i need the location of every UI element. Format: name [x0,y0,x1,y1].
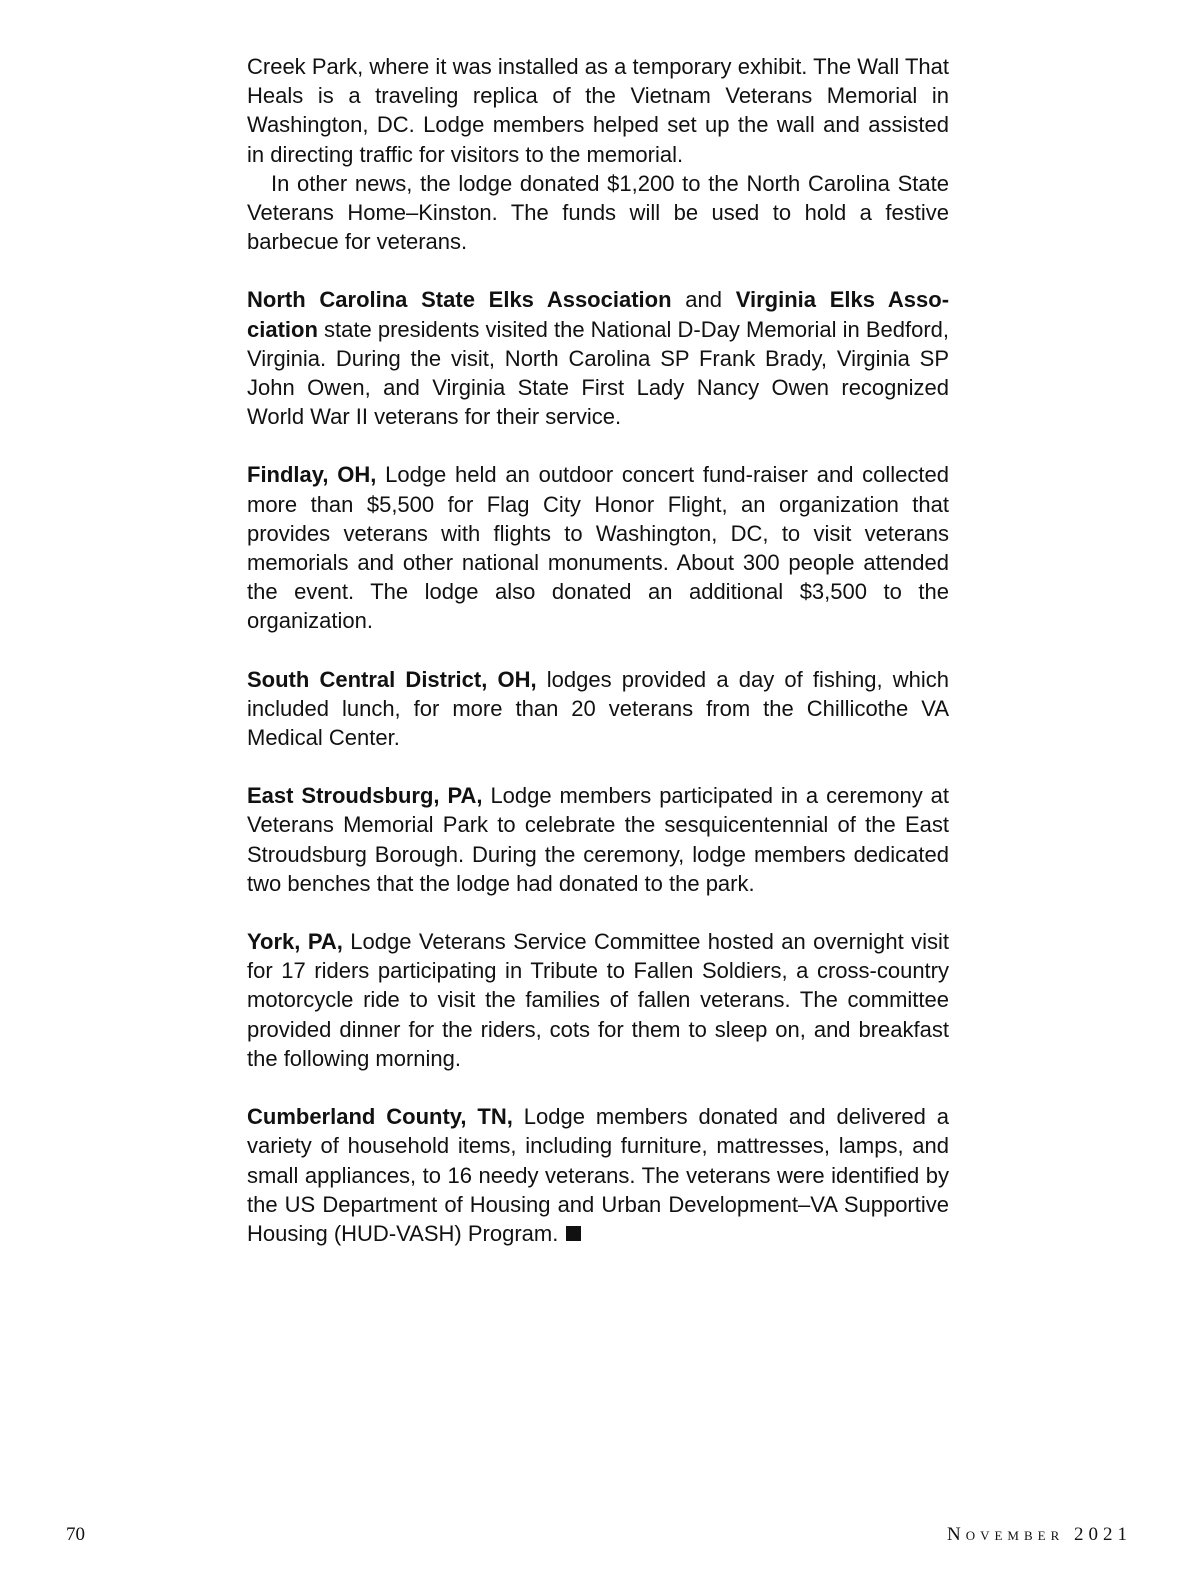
item-east-stroudsburg-pa [247,781,949,898]
item-lead: Findlay, OH, [247,462,377,488]
paragraph-kinston-donation: In other news, the lodge donated $1,200 to the North Carolina State Veterans Home–Kinston. The funds will be used to hold a festive barbecue for veterans. [247,170,949,255]
item-body: Lodge members donated and delivered a variety of household items, including furniture, mattresses, lamps, and small appliances, to 16 needy veterans. The veterans were identified by the US Department of Housing and Urban Development–VA Supportive Housing (HUD-VASH) Program. [247,1104,949,1246]
item-nc-va-elks [247,285,949,431]
item-body: state presidents visited the National D-Day Memorial in Bedford, Virginia. During the visit, North Carolina SP Frank Brady, Virginia SP John Owen, and Virginia State First Lady Nancy Owen recognized World War II veterans for their service. [247,316,949,430]
item-lead-va: Virginia Elks Association [247,287,950,342]
item-south-central-oh [247,665,949,753]
item-findlay-oh [247,460,949,635]
item-lead-nc: North Carolina State Elks Association [247,287,672,313]
item-connector: and [671,287,736,313]
item-body: lodges provided a day of fishing, which included lunch, for more than 20 veterans from the Chillicothe VA Medical Center. [247,666,949,751]
item-lead: Cumberland County, TN, [247,1104,513,1130]
item-body: Lodge Veterans Service Committee hosted an overnight visit for 17 riders participating in Tribute to Fallen Soldiers, a cross-country motorcycle ride to visit the families of fallen veterans. The committee provided dinner for the riders, cots for them to sleep on, and breakfast the following morning. [247,929,950,1071]
paragraph-wall-that-heals: Creek Park, where it was installed as a temporary exhibit. The Wall That Heals is a traveling replica of the Vietnam Veterans Memorial in Washington, DC. Lodge members helped set up the wall and assisted in directing traffic for visitors to the memorial. [247,54,949,167]
issue-date: November 2021 [946,1524,1132,1545]
article-column [247,52,949,1248]
end-of-article-icon [566,1226,581,1241]
item-lead: East Stroudsburg, PA, [247,783,483,809]
page-number: 70 [66,1524,85,1545]
item-body: Lodge members participated in a ceremony at Veterans Memorial Park to celebrate the sesquicentennial of the East Stroudsburg Borough. During the ceremony, lodge members dedicated two benches that the lodge had donated to the park. [247,783,949,896]
item-york-pa [247,927,949,1073]
item-lead: South Central District, OH, [247,666,537,692]
item-lead: York, PA, [247,929,343,955]
item-cumberland-tn [247,1102,949,1248]
item-body: Lodge held an outdoor concert fund-raiser and collected more than $5,500 for Flag City Honor Flight, an organization that provides veterans with flights to Washington, DC, to visit veterans memorials and other national monuments. About 300 people attended the event. The lodge also donated an additional $3,500 to the organization. [247,462,950,634]
